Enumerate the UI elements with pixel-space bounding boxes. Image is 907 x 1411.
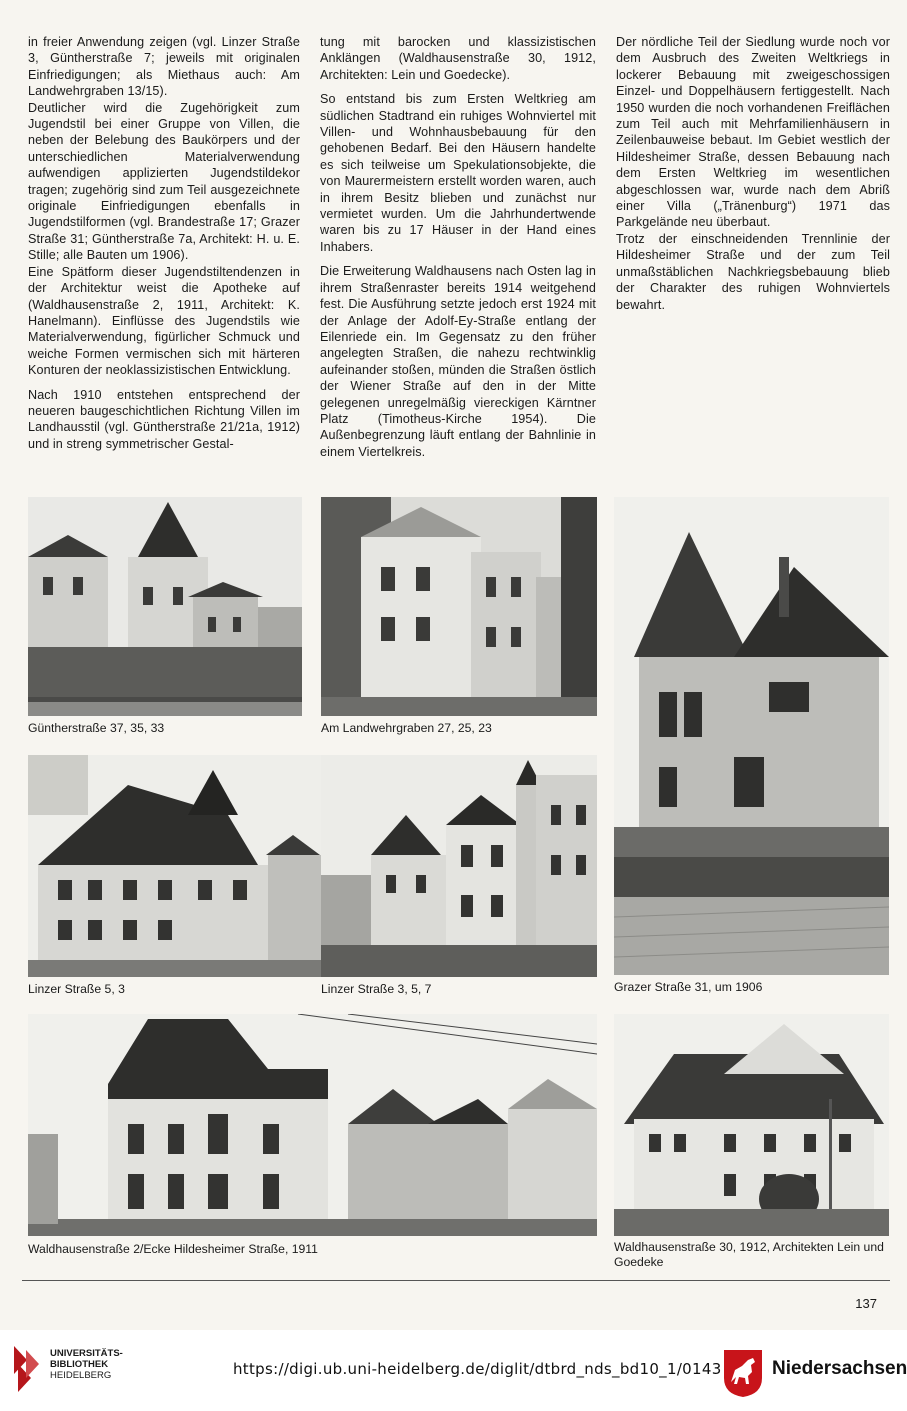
figure-caption: Waldhausenstraße 30, 1912, Architekten Lein und Goedeke [614, 1240, 884, 1269]
permalink-url[interactable]: https://digi.ub.uni-heidelberg.de/diglit/dtbrd_nds_bd10_1/0143 [233, 1360, 722, 1378]
footer-rule [22, 1280, 890, 1281]
figure-caption: Waldhausenstraße 2/Ecke Hildesheimer Straße, 1911 [28, 1242, 318, 1256]
photo-linzer-strasse-5-3 [28, 755, 330, 977]
paragraph: So entstand bis zum Ersten Weltkrieg am südlichen Stadtrand ein ruhiges Wohnviertel mit Villen- und Wohnhausbebauung für den gehobenen Bedarf. Bei den Häusern handelte es sich teilweise um Spekulationsobjekte, die von Maurermeistern erstellt worden waren, auch in ihrem Besitz blieben und zunächst nur vermietet wurden. Um die Jahrhundertwende waren bis zu 17 Häuser in der Hand eines Inhabers. [320, 92, 596, 254]
figure-caption: Güntherstraße 37, 35, 33 [28, 721, 165, 735]
viewer-footer [0, 1330, 907, 1411]
paragraph: in freier Anwendung zeigen (vgl. Linzer Straße 3, Güntherstraße 7; jeweils mit originalen Einfriedigungen; als Miethaus auch: Am Landwehrgraben 13/15). [28, 35, 300, 99]
paragraph: Nach 1910 entstehen entsprechend der neueren baugeschichtlichen Richtung Villen im Landhausstil (vgl. Güntherstraße 21/21a, 1912) und in streng symmetrischer Gestal- [28, 387, 300, 451]
text-column-2 [320, 34, 596, 468]
paragraph: Deutlicher wird die Zugehörigkeit zum Jugendstil bei einer Gruppe von Villen, die neben der Belebung des Baukörpers und der unterschiedlichen Materialverwendung aufwendigen applizierten Jugendstildekor tragen; zugehörig sind zum Teil ausgezeichnete originale Einfriedigungen ebenfalls in Jugendstilformen (vgl. Brandestraße 17; Grazer Straße 31; Güntherstraße 7a, Architekt: H. u. E. Stille; alle Bauten um 1906). [28, 100, 300, 263]
paragraph: Eine Spätform dieser Jugendstiltendenzen in der Architektur weist die Apotheke auf (Waldhausenstraße 2, 1911, Architekt: K. Hanelmann). Einflüsse des Jugendstils wie Materialverwendung, figürlicher Schmuck und weiche Formen vermischen sich mit härteren Konturen der neoklassizistischen Entwicklung. [28, 264, 300, 378]
text-column-1 [28, 34, 300, 460]
university-library-logo-icon[interactable] [10, 1340, 44, 1400]
page-number: 137 [855, 1296, 877, 1311]
paragraph: Der nördliche Teil der Siedlung wurde noch vor dem Ausbruch des Zweiten Weltkriegs in lockerer Bebauung mit zweigeschossigen Einzel- und Doppelhäusern fertiggestellt. Nach 1950 wurden die noch vorhandenen Freiflächen zum Teil auch mit Mehrfamilienhäusern in Zeilenbauweise bebaut. Im Gebiet westlich der Hildesheimer Straße, dessen Bebauung nach dem Ersten Weltkrieg im wesentlichen abgeschlossen war, wurde nach dem Abriß einer Villa („Tränenburg“) 1971 das Parkgelände neu überbaut. [616, 35, 890, 230]
photo-grazer-strasse [614, 497, 889, 975]
photo-am-landwehrgraben [321, 497, 597, 716]
figure-caption: Am Landwehrgraben 27, 25, 23 [321, 721, 492, 735]
text-column-3 [616, 34, 890, 321]
paragraph: Die Erweiterung Waldhausens nach Osten lag in ihrem Straßenraster bereits 1914 weitgehend fest. Die Ausführung setzte jedoch erst 1924 mit der Anlage der Adolf-Ey-Straße entlang der Eilenriede ein. Im Gegensatz zu den früher angelegten Straßen, die nahezu rechtwinklig aufeinander stoßen, münden die Straßen östlich der Wiener Straße auf den in der Mitte gelegenen unregelmäßig viereckigen Kärntner Platz (Timotheus-Kirche 1954). Die Außenbegrenzung läuft entlang der Bahnlinie in einem Viertelkreis. [320, 264, 596, 459]
photo-waldhausenstrasse-2 [28, 1014, 597, 1236]
figure-caption: Grazer Straße 31, um 1906 [614, 980, 763, 994]
paragraph: Trotz der einschneidenden Trennlinie der Hildesheimer Straße und der zum Teil unmaßstäblichen Nachkriegsbebauung blieb der Charakter des ruhigen Wohnviertels bewahrt. [616, 231, 890, 312]
figure-caption: Linzer Straße 3, 5, 7 [321, 982, 432, 996]
library-line: UNIVERSITÄTS- [50, 1348, 123, 1359]
photo-linzer-strasse-3-5-7 [321, 755, 597, 977]
paragraph: tung mit barocken und klassizistischen Anklängen (Waldhausenstraße 30, 1912, Architekten: Lein und Goedecke). [320, 35, 596, 82]
state-name: Niedersachsen [772, 1358, 907, 1379]
library-line: BIBLIOTHEK [50, 1359, 109, 1370]
photo-waldhausenstrasse-30 [614, 1014, 889, 1236]
figure-caption: Linzer Straße 5, 3 [28, 982, 125, 996]
photo-guentherstrasse [28, 497, 302, 716]
university-library-name[interactable] [50, 1348, 123, 1381]
lower-saxony-horse-icon [722, 1348, 764, 1398]
library-line: HEIDELBERG [50, 1370, 112, 1381]
